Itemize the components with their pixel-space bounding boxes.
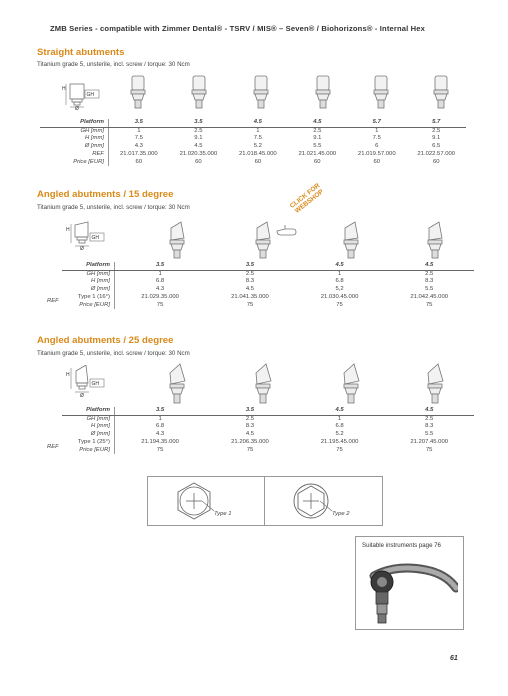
table-row: Price [EUR] 75 75 75 75 xyxy=(62,447,474,455)
gh-label: GH xyxy=(91,381,99,387)
h-label: H xyxy=(66,227,70,233)
divider xyxy=(264,477,265,525)
angled25-dimension-diagram xyxy=(66,365,112,399)
type1-label: Type 1 xyxy=(214,511,232,517)
abutment-straight-3 xyxy=(252,74,270,114)
h-label: H xyxy=(66,372,70,378)
angled15-subtitle: Titanium grade 5, unsterile, incl. screw / torque: 30 Ncm xyxy=(37,204,190,211)
table-row: Ø [mm] 4.3 4.5 5,2 5.5 xyxy=(62,286,474,294)
table-row: REF 21.017.35.000 21.020.35.000 21.018.45.000 21.021.45.000 21.019.57.000 21.022.57.000 xyxy=(40,151,466,159)
ref-label: REF xyxy=(47,444,59,450)
hand-pointer-icon[interactable] xyxy=(275,224,297,238)
abutment-angled15-1 xyxy=(166,220,188,264)
table-row: GH [mm] 1 2.5 1 2.5 xyxy=(62,415,474,423)
abutment-straight-2 xyxy=(190,74,208,114)
gh-label: GH xyxy=(91,235,99,241)
angled25-spec-table xyxy=(62,407,474,454)
table-row: H [mm] 6.8 8.3 6.8 8.3 xyxy=(62,423,474,431)
table-row: GH [mm] 1 2.5 1 2.5 1 2.5 xyxy=(40,127,466,135)
abutment-angled25-2 xyxy=(252,363,274,411)
table-row: Price [EUR] 60 60 60 60 60 60 xyxy=(40,159,466,167)
table-row: Platform 3.5 3.5 4.5 4.5 xyxy=(62,262,474,270)
abutment-angled25-4 xyxy=(424,363,446,411)
straight-dimension-diagram xyxy=(61,78,107,110)
table-row: GH [mm] 1 2.5 1 2.5 xyxy=(62,270,474,278)
table-row: Ø [mm] 4.3 4.5 5.2 5.5 6 6.5 xyxy=(40,143,466,151)
torque-wrench-image xyxy=(366,554,458,626)
instruments-label: Suitable instruments page 76 xyxy=(362,542,441,549)
table-row: H [mm] 6.8 8.3 6.8 8.3 xyxy=(62,278,474,286)
abutment-angled25-1 xyxy=(166,363,188,411)
angled25-subtitle: Titanium grade 5, unsterile, incl. screw / torque: 30 Ncm xyxy=(37,350,190,357)
diameter-label: Ø xyxy=(75,106,79,110)
angled25-title: Angled abutments / 25 degree xyxy=(37,335,174,346)
abutment-straight-4 xyxy=(314,74,332,114)
abutment-straight-5 xyxy=(372,74,390,114)
abutment-angled15-3 xyxy=(340,220,362,264)
webshop-link[interactable]: CLICK FOR WEBSHOP xyxy=(288,182,326,216)
ref-label: REF xyxy=(47,298,59,304)
diameter-label: Ø xyxy=(80,246,84,251)
table-row: Ø [mm] 4.3 4.5 5.2 5.5 xyxy=(62,431,474,439)
page-number: 61 xyxy=(450,655,458,662)
table-row: Price [EUR] 75 75 75 75 xyxy=(62,302,474,310)
hex-types-box xyxy=(147,476,383,526)
instruments-box[interactable] xyxy=(355,536,464,630)
table-row: H [mm] 7.5 9.1 7.5 9.1 7.5 9.1 xyxy=(40,135,466,143)
table-row: Platform 3.5 3.5 4.5 4.5 5.7 5.7 xyxy=(40,119,466,127)
page-header: ZMB Series - compatible with Zimmer Dental® - TSRV / MIS® – Seven® / Biohorizons® - Internal Hex xyxy=(50,24,426,33)
table-row: Platform 3.5 3.5 4.5 4.5 xyxy=(62,407,474,415)
angled15-dimension-diagram xyxy=(66,221,112,251)
abutment-angled25-3 xyxy=(340,363,362,411)
table-row: Type 1 (16°) 21.029.35.000 21.041.35.000 21.030.45.000 21.042.45.000 xyxy=(62,294,474,302)
gh-label: GH xyxy=(86,92,94,98)
angled15-spec-table xyxy=(62,262,474,309)
straight-spec-table xyxy=(40,119,466,166)
abutment-angled15-2 xyxy=(252,220,274,264)
diameter-label: Ø xyxy=(80,393,84,399)
table-row: Type 1 (25°) 21.194.35.000 21.206.35.000 21.195.45.000 21.207.45.000 xyxy=(62,439,474,447)
abutment-straight-6 xyxy=(432,74,450,114)
angled15-title: Angled abutments / 15 degree xyxy=(37,189,174,200)
type2-label: Type 2 xyxy=(332,511,350,517)
h-label: H xyxy=(62,86,66,92)
abutment-angled15-4 xyxy=(424,220,446,264)
straight-subtitle: Titanium grade 5, unsterile, incl. screw / torque: 30 Ncm xyxy=(37,61,190,68)
abutment-straight-1 xyxy=(129,74,147,114)
straight-title: Straight abutments xyxy=(37,47,125,58)
